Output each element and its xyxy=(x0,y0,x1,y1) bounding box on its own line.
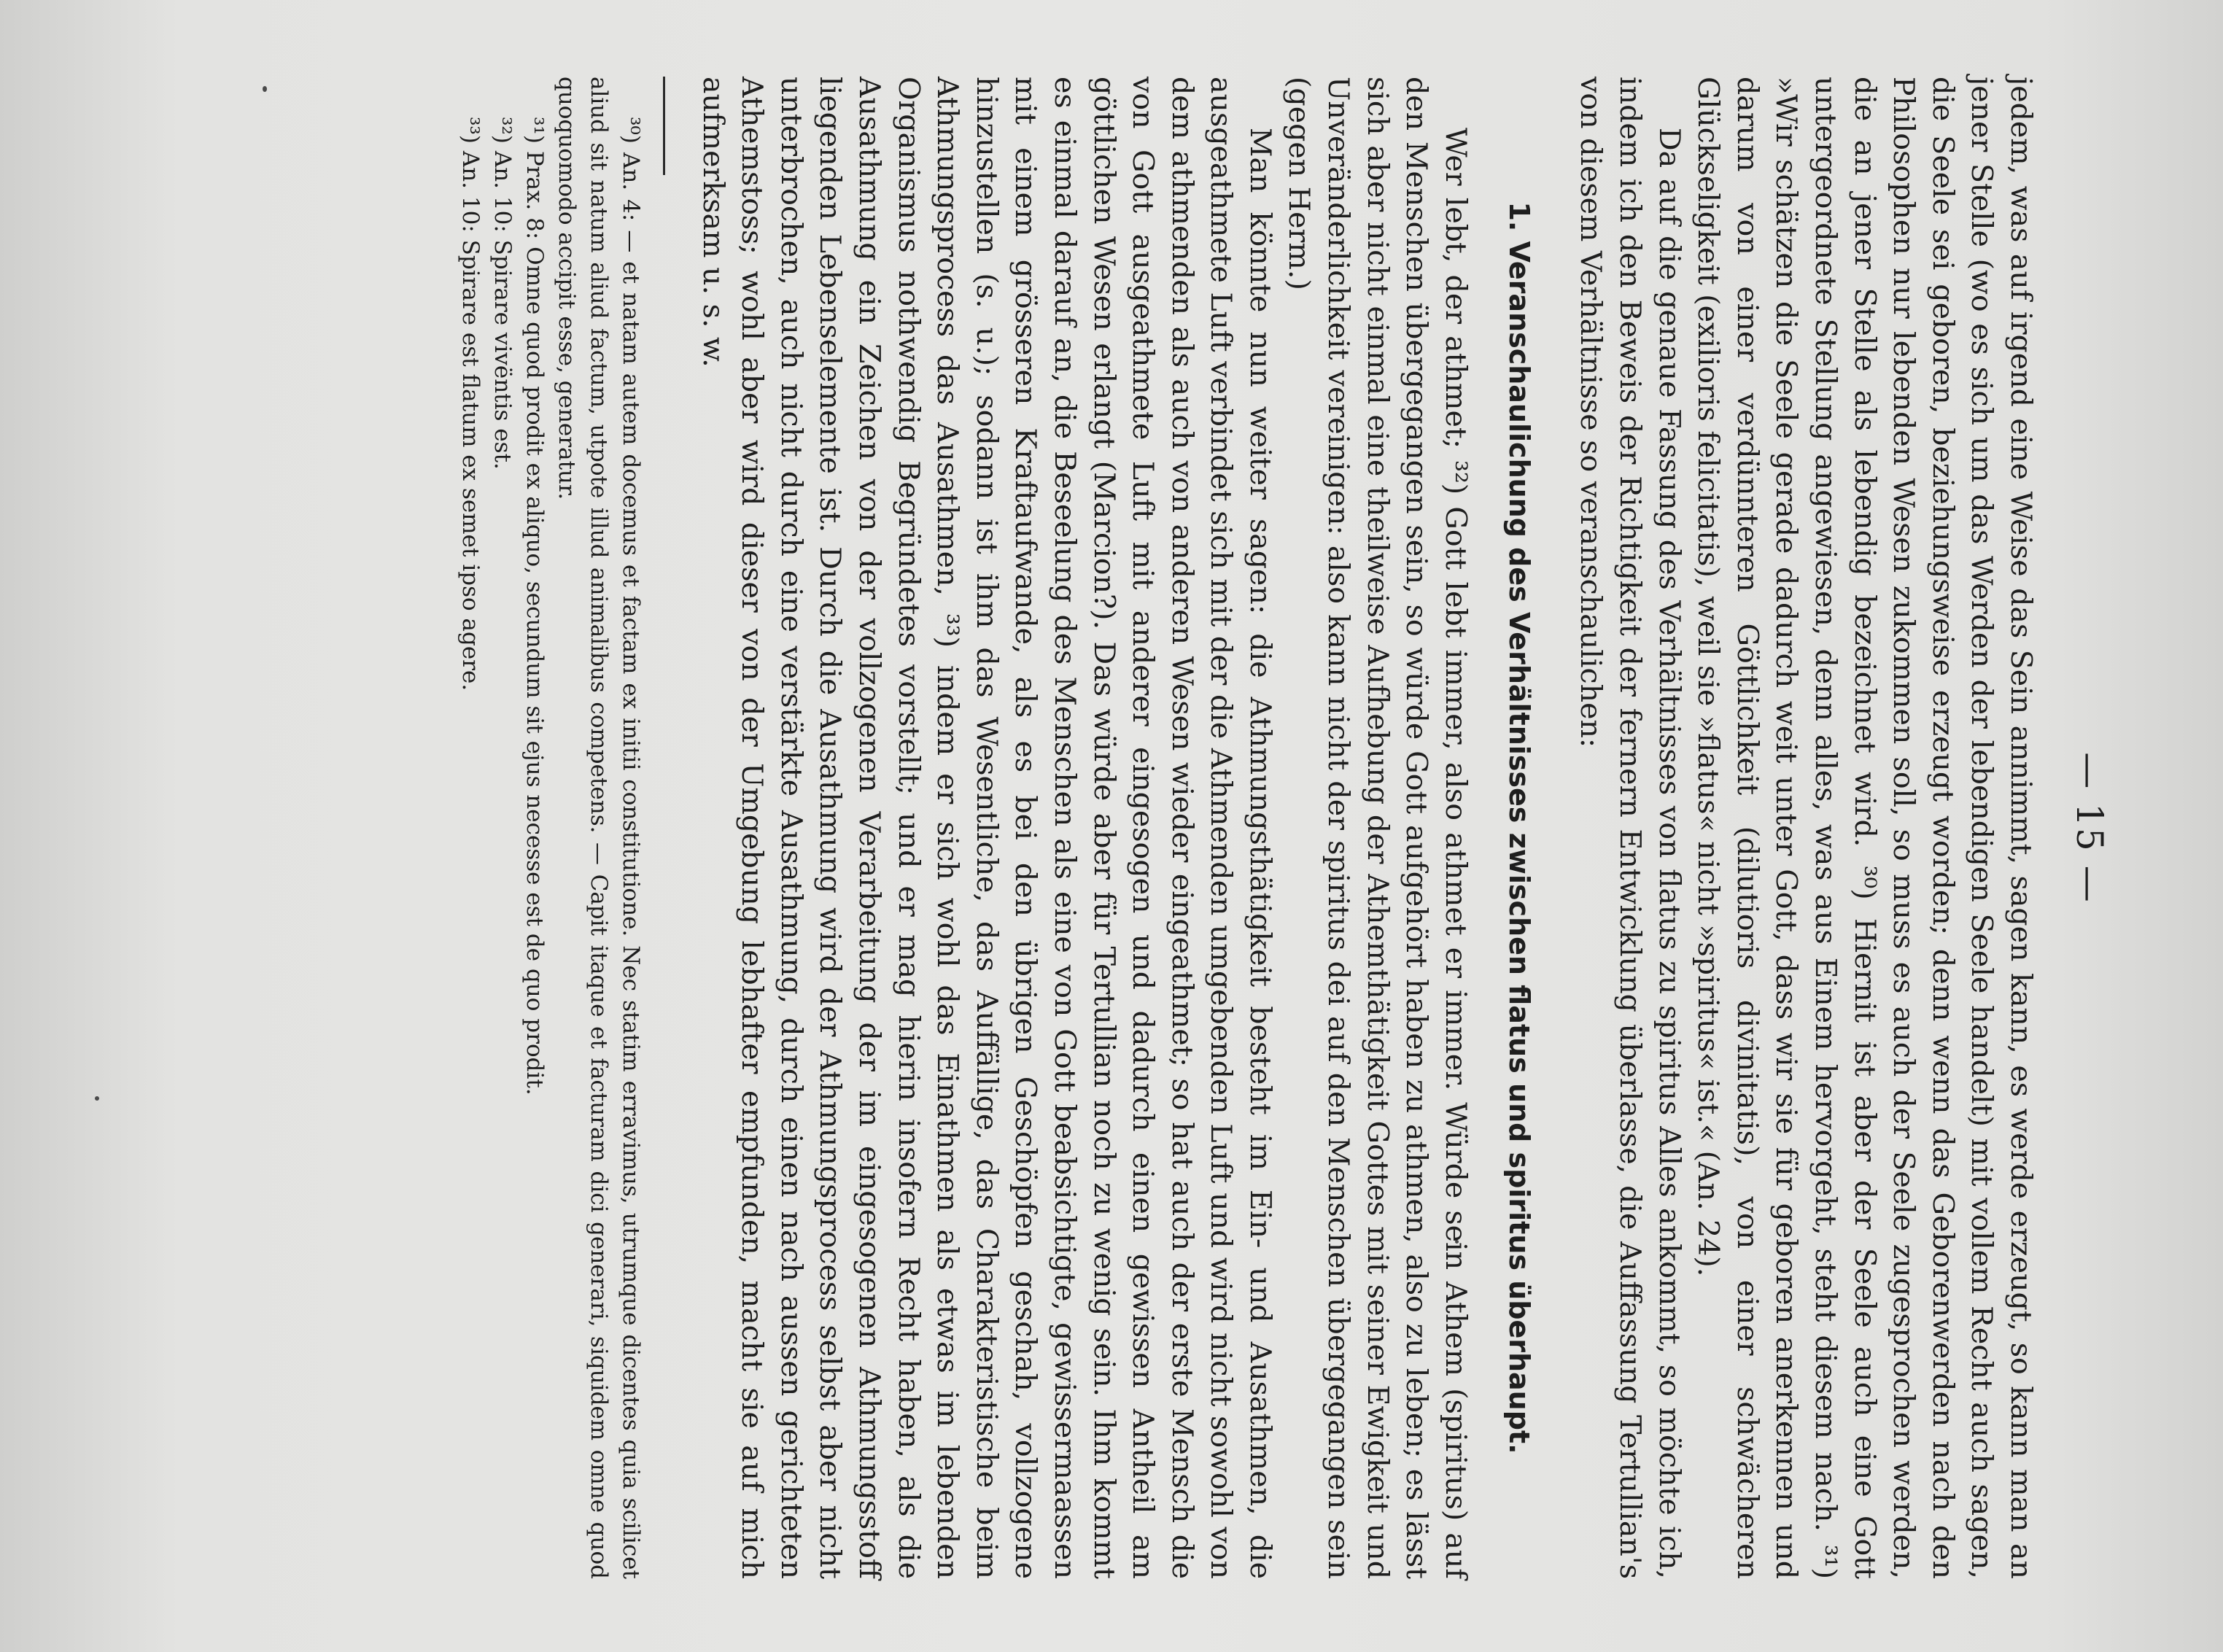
footnote-separator xyxy=(663,77,665,175)
footnote xyxy=(551,77,647,1579)
footnote-mark: ³¹) xyxy=(521,117,548,144)
body-paragraph: Da auf die genaue Fassung des Verhältnisses von flatus zu spiritus Alles ankommt, so möchte ich, indem ich den Beweis der Richtigkeit der fernern Entwicklung überlasse, die Auffassung Tertullian's von diesem Verhältnisse so veranschaulichen: xyxy=(1574,77,1686,1579)
footnote xyxy=(519,77,551,1579)
footnote xyxy=(486,77,519,1579)
footnote-mark: ³²) xyxy=(489,117,516,144)
section-heading: 1. Veranschaulichung des Verhältnisses zwischen flatus und spiritus überhaupt. xyxy=(1502,201,1535,1454)
footnote-text: Prax. 8: Omne quod prodit ex aliquo, secundum sit ejus necesse est de quo prodit. xyxy=(521,150,548,1095)
body-paragraph: Man könnte nun weiter sagen: die Athmungsthätigkeit besteht im Ein- und Ausathmen, die ausgeathmete Luft verbindet sich mit der die Athmenden umgebenden Luft und wird nicht sowohl von dem athmenden als auch von anderen Wesen wieder eingeathmet; so hat auch der erste Mensch die von Gott ausgeathmete Luft mit anderer eingesogen und dadurch einen gewissen Antheil am göttlichen Wesen erlangt (Marcion?). Das würde aber für Tertullian noch zu wenig sein. Ihm kommt es einmal darauf an, die Beseelung des Menschen als eine von Gott beabsichtigte, gewissermaassen mit einem grösseren Kraftaufwande, als es bei den übrigen Geschöpfen geschah, vollzogene hinzustellen (s. u.); sodann ist ihm das Wesentliche, das Auffällige, das Charakteristische beim Athmungsprocess das Ausathmen, ³³) indem er sich wohl das Einathmen als etwas im lebenden Organismus nothwendig Begründetes vorstellt; und er mag hierin insofern Recht haben, als die Ausathmung ein Zeichen von der vollzogenen Verarbeitung der im eingesogenen Athmungsstoff liegenden Lebenselemente ist. Durch die Ausathmung wird der Athmungsprocess selbst aber nicht unterbrochen, auch nicht durch eine verstärkte Ausathmung, durch einen nach aussen gerichteten Athemstoss; wohl aber wird dieser von der Umgebung lebhafter empfunden, macht sie auf mich aufmerksam u. s. w. xyxy=(696,77,1277,1579)
body-paragraph: Wer lebt, der athmet; ³²) Gott lebt immer, also athmet er immer. Würde sein Athem (spiritus) auf den Menschen übergegangen sein, so würde Gott aufgehört haben zu athmen, also zu leben; es lässt sich aber nicht einmal eine theilweise Aufhebung der Athemthätigkeit Gottes mit seiner Ewigkeit und Unveränderlichkeit vereinigen: also kann nicht der spiritus dei auf den Menschen übergegangen sein (gegen Herm.) xyxy=(1282,77,1473,1579)
footnotes xyxy=(454,77,647,1579)
footnote-text: An. 10: Spirare vivëntis est. xyxy=(489,150,516,470)
page-number: — 15 — xyxy=(2068,752,2111,904)
footnote-text: An. 10: Spirare est flatum ex semet ipso agere. xyxy=(457,150,484,691)
footnote-mark: ³⁰) xyxy=(618,117,644,144)
dust-speck xyxy=(263,86,267,92)
footnote-text: An. 4: — et natam autem docemus et factam ex initii constitutione. Nec statim erravimus, utrumque dicentes quia scilicet aliud sit natum aliud factum, utpote illud animalibus competens. — Capit itaque et facturam dici generari, siquidem omne quod quoquomodo accipit esse, generatur. xyxy=(554,77,644,1579)
body-paragraph: jedem, was auf irgend eine Weise das Sein annimmt, sagen kann, es werde erzeugt, so kann man an jener Stelle (wo es sich um das Werden der lebendigen Seele handelt) mit vollem Recht auch sagen, die Seele sei geboren, beziehungsweise erzeugt worden; denn wenn das Geborenwerden nach den Philosophen nur lebenden Wesen zukommen soll, so muss es auch der Seele zugesprochen werden, die an jener Stelle als lebendig bezeichnet wird. ³⁰) Hiernit ist aber der Seele auch eine Gott untergeordnete Stellung angewiesen, denn alles, was aus Einem hervorgeht, steht diesem nach. ³¹) »Wir schätzen die Seele gerade dadurch weit unter Gott, dass wir sie für geboren anerkennen und darum von einer verdünnteren Göttlichkeit (dilutioris divinitatis), von einer schwächeren Glückseligkeit (exilioris felicitatis), weil sie »flatus« nicht »spiritus« ist.« (An. 24). xyxy=(1691,77,2038,1579)
rotated-book-page xyxy=(325,77,2111,1579)
footnote-mark: ³³) xyxy=(457,117,484,144)
footnote xyxy=(454,77,486,1579)
dust-speck xyxy=(95,1096,99,1101)
